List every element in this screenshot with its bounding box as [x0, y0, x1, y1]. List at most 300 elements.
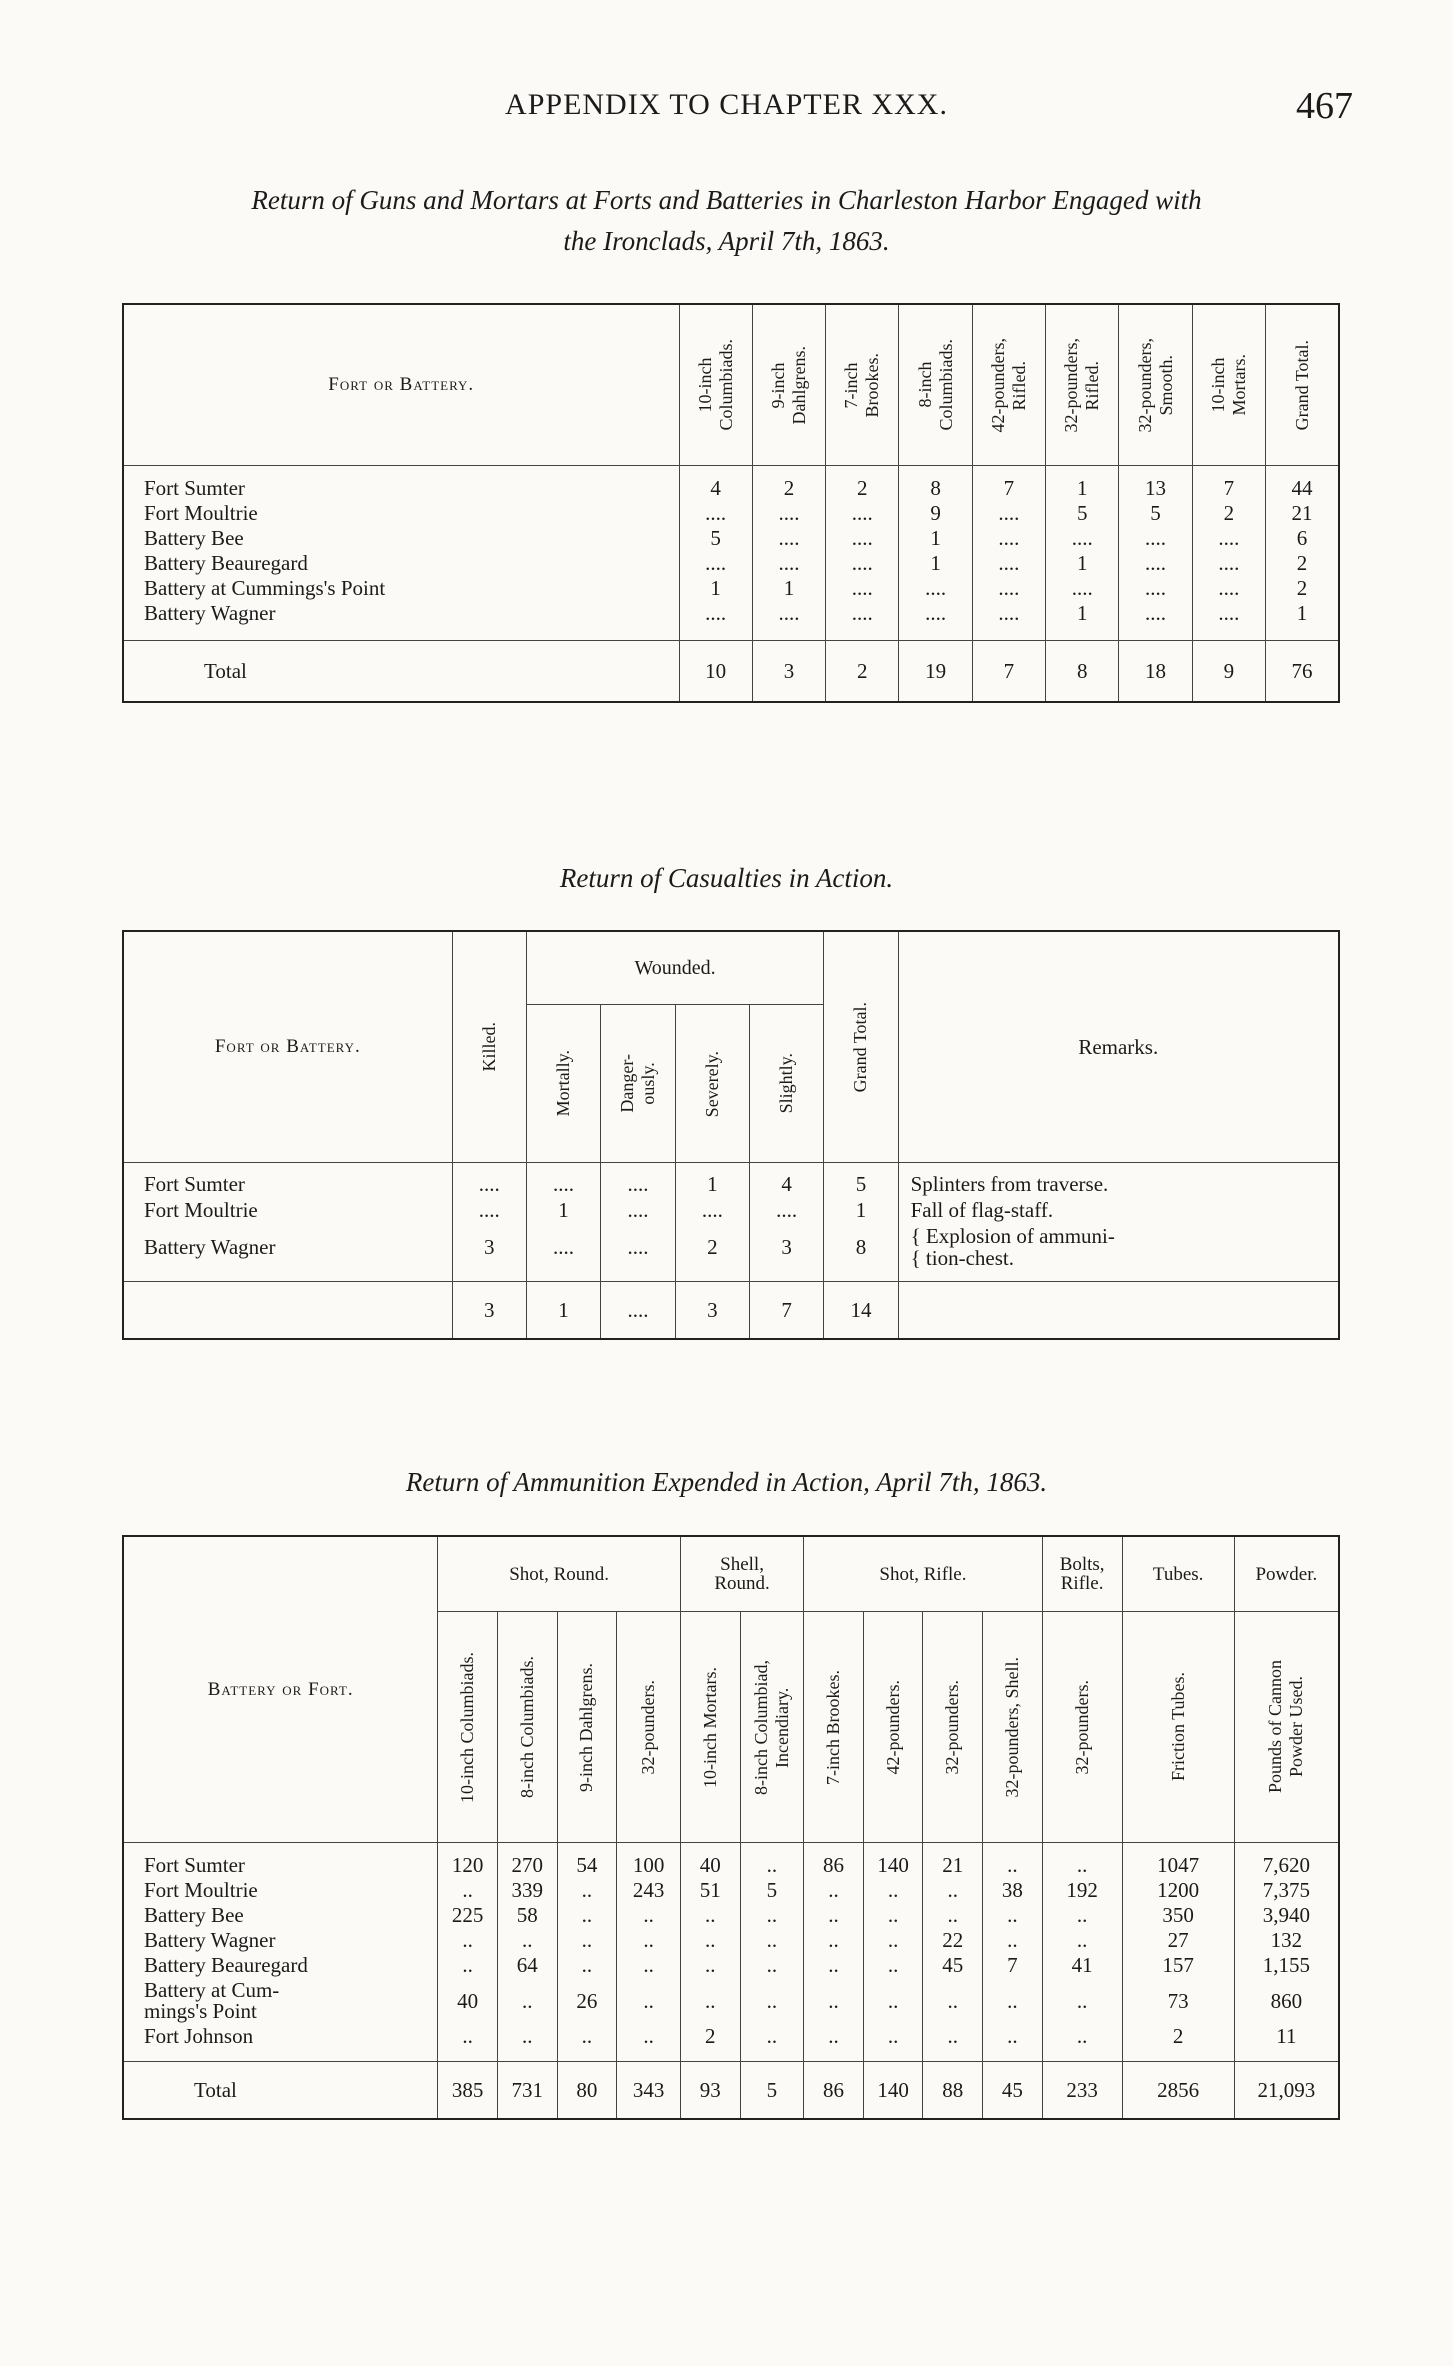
ammunition-row-cell: .. [983, 1978, 1043, 2024]
casualties-row-cell: .... [750, 1197, 824, 1223]
ammunition-col-header [497, 1612, 557, 1843]
ammunition-row [123, 1978, 1339, 2024]
ammunition-col-header-text: Friction Tubes. [1167, 1672, 1188, 1782]
ammunition-row-cell: .. [438, 1878, 498, 1903]
ammunition-row-cell: .. [680, 1903, 740, 1928]
casualties-total-cell: .... [601, 1282, 676, 1340]
ammunition-group-header: Shell, Round. [680, 1536, 803, 1612]
guns-row-cell: .... [679, 501, 752, 526]
guns-row-cell: 44 [1266, 466, 1340, 502]
ammunition-row-cell: .. [1042, 1978, 1122, 2024]
ammunition-row-cell: 41 [1042, 1953, 1122, 1978]
ammunition-row-cell: 22 [923, 1928, 983, 1953]
running-head [0, 85, 1453, 138]
guns-row-cell: 9 [899, 501, 972, 526]
ammunition-row-cell: 3,940 [1234, 1903, 1339, 1928]
casualties-row-cell: 4 [750, 1163, 824, 1198]
ammunition-row-cell: 132 [1234, 1928, 1339, 1953]
guns-col-header-text: 7-inch Brookes. [841, 352, 883, 418]
ammunition-row-name: Fort Moultrie [144, 1878, 258, 1902]
guns-row-cell: 8 [899, 466, 972, 502]
casualties-row [123, 1223, 1339, 1282]
ammunition-col-header [617, 1612, 681, 1843]
guns-row-cell: 1 [1046, 601, 1119, 641]
guns-row-cell: 2 [1266, 551, 1340, 576]
ammunition-row-cell: 54 [557, 1843, 617, 1879]
casualties-total-row [123, 1282, 1339, 1340]
ammunition-total-row-cell: 45 [983, 2062, 1043, 2120]
ammunition-row-cell: .. [617, 1903, 681, 1928]
guns-col-header-text: 10-inch Mortars. [1207, 354, 1249, 416]
ammunition-row-cell: 7,620 [1234, 1843, 1339, 1879]
ammunition-row-cell: .. [804, 2024, 864, 2062]
ammunition-row-cell: 1047 [1122, 1843, 1234, 1879]
ammunition-row-cell: 339 [497, 1878, 557, 1903]
page-number: 467 [1296, 85, 1353, 127]
ammunition-group-row [123, 1536, 1339, 1612]
ammunition-row-cell: 38 [983, 1878, 1043, 1903]
guns-row-cell: 2 [1266, 576, 1340, 601]
ammunition-col-header-text: Pounds of Cannon Powder Used. [1265, 1660, 1307, 1794]
ammunition-row-cell: 270 [497, 1843, 557, 1879]
casualties-table [122, 930, 1340, 1340]
guns-total-row-cell: 3 [752, 641, 825, 703]
ammunition-col-header [804, 1612, 864, 1843]
casualties-remarks-cell: { Explosion of ammuni- { tion-chest. [898, 1223, 1339, 1282]
guns-row-cell: 21 [1266, 501, 1340, 526]
guns-total-row [123, 641, 1339, 703]
guns-row-cell: 1 [1046, 551, 1119, 576]
casualties-row-cell: 2 [675, 1223, 749, 1282]
guns-row-cell: 1 [1046, 466, 1119, 502]
guns-row-cell: .... [752, 601, 825, 641]
guns-row-cell: .... [826, 526, 899, 551]
ammunition-caption: Return of Ammunition Expended in Action, April 7th, 1863. [405, 1467, 1048, 1497]
ammunition-total-row-cell: 86 [804, 2062, 864, 2120]
casualties-total-cell: 3 [452, 1282, 526, 1340]
ammunition-total-row-cell: 140 [863, 2062, 923, 2120]
guns-row-cell: .... [1192, 601, 1265, 641]
ammunition-table [122, 1535, 1340, 2120]
ammunition-row-cell: .. [680, 1978, 740, 2024]
casualties-name-header: Fort or Battery. [214, 1036, 361, 1057]
guns-header-row [123, 304, 1339, 466]
guns-name-header: Fort or Battery. [328, 374, 475, 395]
guns-col-header [972, 304, 1045, 466]
ammunition-group-header: Shot, Rifle. [804, 1536, 1043, 1612]
ammunition-group-header: Bolts, Rifle. [1042, 1536, 1122, 1612]
casualties-row-cell: .... [675, 1197, 749, 1223]
ammunition-col-header-text: 7-inch Brookes. [823, 1669, 844, 1785]
guns-row-cell: 1 [899, 526, 972, 551]
casualties-row-cell: .... [452, 1197, 526, 1223]
ammunition-row-cell: 26 [557, 1978, 617, 2024]
ammunition-row [123, 1903, 1339, 1928]
ammunition-row-cell: .. [804, 1928, 864, 1953]
ammunition-total-row [123, 2062, 1339, 2120]
ammunition-row-cell: .. [740, 1953, 804, 1978]
ammunition-row-cell: 5 [740, 1878, 804, 1903]
guns-row [123, 601, 1339, 641]
ammunition-row-cell: .. [804, 1878, 864, 1903]
guns-col-header-text: 32-pounders, Rifled. [1061, 337, 1103, 433]
ammunition-group-header: Shot, Round. [438, 1536, 681, 1612]
casualties-row-cell: 5 [824, 1163, 898, 1198]
guns-row-cell: .... [826, 601, 899, 641]
ammunition-row-cell: 140 [863, 1843, 923, 1879]
guns-total-row-cell: 2 [826, 641, 899, 703]
ammunition-row-cell: 157 [1122, 1953, 1234, 1978]
ammunition-row-cell: .. [438, 1928, 498, 1953]
ammunition-row-cell: .. [923, 1978, 983, 2024]
ammunition-row-name: Battery Beauregard [144, 1953, 308, 1977]
ammunition-row-cell: .. [863, 2024, 923, 2062]
casualties-row-cell: 3 [452, 1223, 526, 1282]
ammunition-row-cell: .. [1042, 1843, 1122, 1879]
casualties-wounded-header: Wounded. [526, 931, 823, 1005]
casualties-header-row-1 [123, 931, 1339, 1005]
guns-row-cell: 6 [1266, 526, 1340, 551]
ammunition-row-cell: .. [680, 1953, 740, 1978]
ammunition-row-cell: 40 [438, 1978, 498, 2024]
ammunition-row-cell: .. [617, 2024, 681, 2062]
casualties-remarks-header: Remarks. [898, 931, 1339, 1163]
guns-col-header-text: 8-inch Columbiads. [914, 339, 956, 431]
casualties-killed-header-text: Killed. [478, 1022, 499, 1072]
ammunition-row-cell: .. [863, 1953, 923, 1978]
ammunition-group-header: Powder. [1234, 1536, 1339, 1612]
guns-row-cell: .... [826, 576, 899, 601]
casualties-row-cell: .... [601, 1197, 676, 1223]
ammunition-row-cell: .. [804, 1953, 864, 1978]
guns-col-header-text: 42-pounders, Rifled. [987, 337, 1029, 433]
guns-row-cell: 2 [752, 466, 825, 502]
ammunition-row-cell: .. [923, 1878, 983, 1903]
ammunition-col-header [557, 1612, 617, 1843]
ammunition-total-row-name: Total [194, 2077, 237, 2102]
guns-col-header-text: 10-inch Columbiads. [694, 339, 736, 431]
ammunition-total-row-cell: 2856 [1122, 2062, 1234, 2120]
ammunition-row-cell: 73 [1122, 1978, 1234, 2024]
guns-row-cell: .... [899, 601, 972, 641]
ammunition-row-cell: .. [557, 1953, 617, 1978]
ammunition-row-cell: .. [863, 1978, 923, 2024]
guns-total-row-cell: 10 [679, 641, 752, 703]
ammunition-row-cell: 192 [1042, 1878, 1122, 1903]
ammunition-row-cell: .. [740, 1843, 804, 1879]
ammunition-row-cell: 2 [1122, 2024, 1234, 2062]
guns-total-row-cell: 76 [1266, 641, 1340, 703]
ammunition-row-cell: .. [804, 1903, 864, 1928]
ammunition-total-row-cell: 5 [740, 2062, 804, 2120]
ammunition-total-row-cell: 233 [1042, 2062, 1122, 2120]
guns-col-header-text: 9-inch Dahlgrens. [767, 345, 809, 425]
casualties-remarks-cell: Fall of flag-staff. [898, 1197, 1339, 1223]
casualties-remarks-cell: Splinters from traverse. [898, 1163, 1339, 1198]
guns-total-row-cell: 8 [1046, 641, 1119, 703]
ammunition-row-cell: .. [497, 2024, 557, 2062]
ammunition-row-cell: .. [804, 1978, 864, 2024]
casualties-row-name: Battery Wagner [144, 1234, 276, 1259]
casualties-row-cell: .... [601, 1163, 676, 1198]
guns-row-cell: .... [1046, 526, 1119, 551]
guns-total-row-cell: 18 [1119, 641, 1192, 703]
ammunition-row-cell: 21 [923, 1843, 983, 1879]
casualties-row-cell: 1 [824, 1197, 898, 1223]
guns-row-cell: 5 [1119, 501, 1192, 526]
guns-row-cell: .... [752, 551, 825, 576]
guns-row [123, 551, 1339, 576]
ammunition-row-cell: 51 [680, 1878, 740, 1903]
guns-row-cell: .... [899, 576, 972, 601]
ammunition-col-header-text: 10-inch Mortars. [699, 1666, 720, 1788]
ammunition-total-row-cell: 385 [438, 2062, 498, 2120]
guns-row-cell: .... [972, 576, 1045, 601]
ammunition-group-header: Tubes. [1122, 1536, 1234, 1612]
ammunition-col-header-text: 42-pounders. [882, 1679, 903, 1775]
ammunition-row-cell: .. [740, 1928, 804, 1953]
ammunition-total-row-cell: 343 [617, 2062, 681, 2120]
casualties-wounded-col-header-text: Mortally. [553, 1050, 574, 1117]
casualties-wounded-col-header [675, 1005, 749, 1163]
guns-col-header [1119, 304, 1192, 466]
guns-row-cell: 5 [679, 526, 752, 551]
guns-row-cell: 2 [1192, 501, 1265, 526]
ammunition-row-cell: .. [497, 1928, 557, 1953]
guns-row-cell: 7 [1192, 466, 1265, 502]
ammunition-row-cell: 1,155 [1234, 1953, 1339, 1978]
guns-row-cell: 2 [826, 466, 899, 502]
ammunition-row-cell: 225 [438, 1903, 498, 1928]
casualties-row-cell: .... [526, 1163, 600, 1198]
casualties-wounded-col-header [601, 1005, 676, 1163]
ammunition-row-cell: 27 [1122, 1928, 1234, 1953]
guns-row-cell: 13 [1119, 466, 1192, 502]
casualties-total-cell: 1 [526, 1282, 600, 1340]
ammunition-row-cell: .. [740, 1903, 804, 1928]
ammunition-row-cell: .. [983, 1903, 1043, 1928]
guns-row-cell: .... [972, 551, 1045, 576]
ammunition-row-cell: 11 [1234, 2024, 1339, 2062]
guns-row-cell: 1 [752, 576, 825, 601]
casualties-total-cell: 7 [750, 1282, 824, 1340]
guns-row-name: Fort Moultrie [144, 501, 258, 525]
guns-col-header [899, 304, 972, 466]
ammunition-row-cell: .. [740, 1978, 804, 2024]
guns-row-cell: .... [1119, 601, 1192, 641]
guns-row-cell: 1 [1266, 601, 1340, 641]
casualties-row [123, 1163, 1339, 1198]
guns-row-cell: .... [972, 601, 1045, 641]
guns-row-cell: .... [1192, 551, 1265, 576]
casualties-total-header-text: Grand Total. [850, 1001, 871, 1093]
ammunition-total-row-cell: 21,093 [1234, 2062, 1339, 2120]
ammunition-row-cell: 120 [438, 1843, 498, 1879]
casualties-total-cell: 3 [675, 1282, 749, 1340]
ammunition-col-header-text: 32-pounders. [638, 1679, 659, 1775]
ammunition-name-header: Battery or Fort. [207, 1678, 354, 1700]
guns-row-cell: .... [1046, 576, 1119, 601]
guns-row-cell: .... [972, 501, 1045, 526]
guns-col-header [752, 304, 825, 466]
ammunition-row-cell: 350 [1122, 1903, 1234, 1928]
ammunition-row-cell: .. [438, 1953, 498, 1978]
ammunition-total-row-cell: 93 [680, 2062, 740, 2120]
ammunition-row-cell: .. [863, 1878, 923, 1903]
ammunition-col-header-text: 32-pounders. [1071, 1679, 1092, 1775]
guns-table [122, 303, 1340, 703]
ammunition-row-name: Fort Johnson [144, 2024, 254, 2048]
guns-row [123, 466, 1339, 502]
ammunition-col-header-text: 8-inch Columbiad, Incendiary. [750, 1659, 792, 1795]
guns-row-cell: .... [1119, 526, 1192, 551]
ammunition-row-name: Battery Wagner [144, 1928, 276, 1952]
casualties-wounded-col-header [750, 1005, 824, 1163]
guns-row-name: Battery at Cummings's Point [144, 576, 386, 600]
ammunition-col-header [1042, 1612, 1122, 1843]
guns-row-cell: .... [752, 501, 825, 526]
ammunition-row [123, 1928, 1339, 1953]
ammunition-col-header-text: 32-pounders, Shell. [1001, 1656, 1022, 1798]
casualties-wounded-col-header-text: Slightly. [776, 1053, 797, 1114]
ammunition-row-name: Battery at Cum- mings's Point [144, 1978, 280, 2023]
ammunition-row-cell: 100 [617, 1843, 681, 1879]
ammunition-row-cell: .. [1042, 1928, 1122, 1953]
ammunition-col-header [680, 1612, 740, 1843]
ammunition-row [123, 1953, 1339, 1978]
ammunition-row-cell: .. [1042, 2024, 1122, 2062]
ammunition-col-header-text: 32-pounders. [942, 1679, 963, 1775]
guns-row-cell: .... [1119, 576, 1192, 601]
guns-row-cell: 5 [1046, 501, 1119, 526]
ammunition-row-cell: 1200 [1122, 1878, 1234, 1903]
ammunition-col-header-text: 9-inch Dahlgrens. [576, 1662, 597, 1792]
guns-row-name: Battery Wagner [144, 601, 276, 625]
ammunition-row-cell: .. [863, 1928, 923, 1953]
ammunition-row-cell: .. [497, 1978, 557, 2024]
ammunition-row-cell: 2 [680, 2024, 740, 2062]
ammunition-row-cell: .. [983, 1843, 1043, 1879]
guns-col-header [1266, 304, 1340, 466]
guns-row-name: Fort Sumter [144, 476, 245, 500]
ammunition-total-row-cell: 80 [557, 2062, 617, 2120]
guns-row-cell: .... [826, 551, 899, 576]
casualties-killed-header [452, 931, 526, 1163]
guns-total-row-cell: 19 [899, 641, 972, 703]
guns-row-cell: .... [1192, 576, 1265, 601]
casualties-row-cell: 3 [750, 1223, 824, 1282]
casualties-row-name: Fort Moultrie [144, 1197, 258, 1222]
casualties-row-cell: 1 [526, 1197, 600, 1223]
guns-row-cell: .... [679, 551, 752, 576]
ammunition-col-header-text: 8-inch Columbiads. [516, 1656, 537, 1798]
ammunition-row-cell: .. [438, 2024, 498, 2062]
guns-row [123, 526, 1339, 551]
ammunition-row-cell: .. [557, 1928, 617, 1953]
running-head-title: APPENDIX TO CHAPTER XXX. [505, 88, 948, 121]
ammunition-col-header-text: 10-inch Columbiads. [457, 1651, 478, 1803]
ammunition-row-cell: 45 [923, 1953, 983, 1978]
guns-row-name: Battery Beauregard [144, 551, 308, 575]
ammunition-row-cell: 7,375 [1234, 1878, 1339, 1903]
ammunition-row-cell: .. [923, 2024, 983, 2062]
casualties-total-blank [123, 1282, 452, 1340]
ammunition-row-name: Battery Bee [144, 1903, 244, 1927]
guns-total-row-cell: 7 [972, 641, 1045, 703]
ammunition-row-cell: .. [863, 1903, 923, 1928]
guns-row-cell: 1 [899, 551, 972, 576]
ammunition-row [123, 1843, 1339, 1879]
guns-caption: Return of Guns and Mortars at Forts and Batteries in Charleston Harbor Engaged with the Ironclads, April 7th, 1863. [251, 185, 1202, 256]
ammunition-row-cell: .. [923, 1903, 983, 1928]
casualties-wounded-col-header-text: Severely. [701, 1050, 722, 1117]
ammunition-row-cell: .. [983, 1928, 1043, 1953]
ammunition-row-cell: .. [557, 2024, 617, 2062]
casualties-row-cell: 1 [675, 1163, 749, 1198]
guns-row-cell: .... [752, 526, 825, 551]
casualties-row-cell: .... [526, 1223, 600, 1282]
ammunition-row-cell: 64 [497, 1953, 557, 1978]
ammunition-total-row-cell: 731 [497, 2062, 557, 2120]
casualties-row-cell: .... [601, 1223, 676, 1282]
guns-row-cell: .... [679, 601, 752, 641]
casualties-total-remarks-blank [898, 1282, 1339, 1340]
guns-row-cell: 4 [679, 466, 752, 502]
guns-col-header [826, 304, 899, 466]
casualties-row-cell: .... [452, 1163, 526, 1198]
casualties-row-name: Fort Sumter [144, 1171, 245, 1196]
ammunition-col-header [923, 1612, 983, 1843]
ammunition-col-header [740, 1612, 804, 1843]
guns-row-cell: 1 [679, 576, 752, 601]
ammunition-row-cell: .. [1042, 1903, 1122, 1928]
guns-total-row-cell: 9 [1192, 641, 1265, 703]
ammunition-col-header [1234, 1612, 1339, 1843]
guns-row-name: Battery Bee [144, 526, 244, 550]
guns-row-cell: .... [1119, 551, 1192, 576]
ammunition-row-cell: .. [680, 1928, 740, 1953]
guns-row [123, 576, 1339, 601]
casualties-total-header [824, 931, 898, 1163]
ammunition-row-cell: 243 [617, 1878, 681, 1903]
ammunition-col-header [438, 1612, 498, 1843]
ammunition-row-cell: .. [740, 2024, 804, 2062]
guns-col-header [679, 304, 752, 466]
ammunition-row-cell: 860 [1234, 1978, 1339, 2024]
ammunition-row-name: Fort Sumter [144, 1853, 245, 1877]
casualties-total-cell: 14 [824, 1282, 898, 1340]
casualties-row [123, 1197, 1339, 1223]
ammunition-total-row-cell: 88 [923, 2062, 983, 2120]
ammunition-row-cell: 7 [983, 1953, 1043, 1978]
ammunition-row-cell: .. [617, 1953, 681, 1978]
ammunition-col-header [1122, 1612, 1234, 1843]
ammunition-row-cell: 58 [497, 1903, 557, 1928]
guns-col-header-text: 32-pounders, Smooth. [1134, 337, 1176, 433]
ammunition-row-cell: 40 [680, 1843, 740, 1879]
casualties-wounded-col-header [526, 1005, 600, 1163]
casualties-wounded-col-header-text: Danger- ously. [616, 1054, 658, 1113]
guns-col-header [1192, 304, 1265, 466]
guns-row-cell: .... [1192, 526, 1265, 551]
ammunition-row-cell: 86 [804, 1843, 864, 1879]
ammunition-col-header [983, 1612, 1043, 1843]
ammunition-row-cell: .. [983, 2024, 1043, 2062]
ammunition-row-cell: .. [617, 1978, 681, 2024]
ammunition-col-header [863, 1612, 923, 1843]
casualties-caption: Return of Casualties in Action. [559, 863, 894, 893]
ammunition-row [123, 1878, 1339, 1903]
